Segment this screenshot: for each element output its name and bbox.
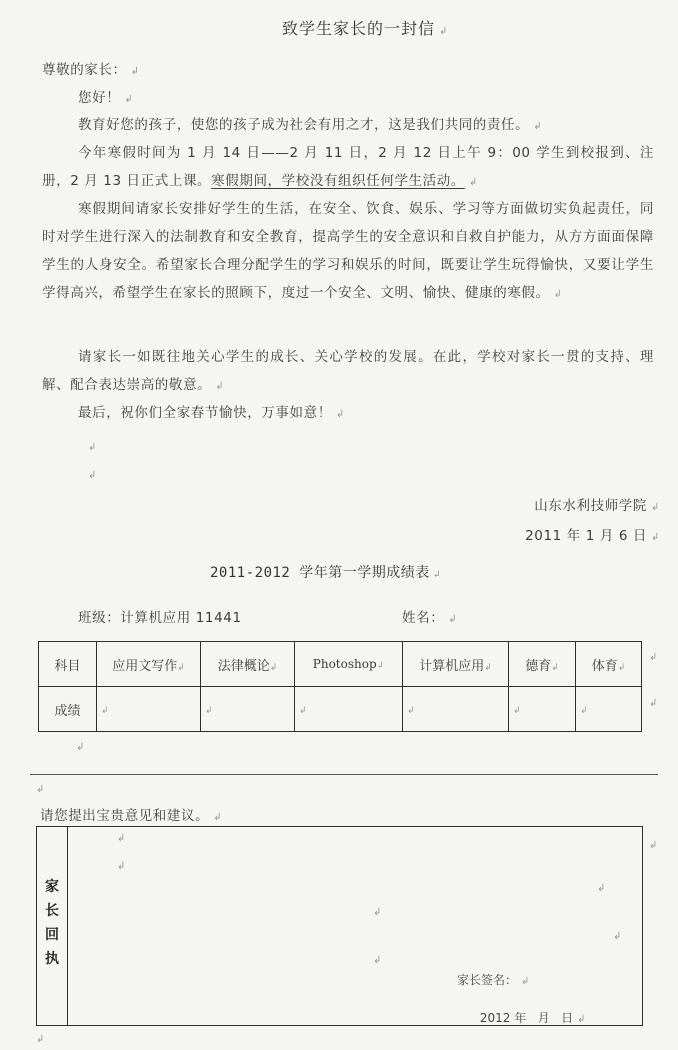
paragraph-mark: ↲ bbox=[88, 442, 97, 453]
score-cell: ↲ bbox=[295, 687, 403, 732]
paragraph-mark: ↲ bbox=[117, 833, 126, 844]
letter-title: 致学生家长的一封信 ↲ bbox=[282, 19, 449, 38]
subject-cell: 计算机应用↲ bbox=[403, 642, 509, 687]
subject-cell: 体育↲ bbox=[576, 642, 642, 687]
table-row bbox=[39, 687, 642, 732]
paragraph-mark: ↲ bbox=[373, 907, 382, 918]
letter-paragraph: 今年寒假时间为 1 月 14 日——2 月 11 日，2 月 12 日上午 9：00 学生到校报到、注册，2 月 13 日正式上课。寒假期间，学校没有组织任何学生活动。 ↲ bbox=[42, 145, 654, 189]
signature-field: 家长签名： ↲ bbox=[457, 973, 530, 987]
letter-paragraph: 请家长一如既往地关心学生的成长、关心学校的发展。在此，学校对家长一贯的支持、理解、配合表达崇高的敬意。 ↲ bbox=[42, 349, 654, 393]
paragraph-mark: ↲ bbox=[36, 784, 45, 795]
school-name: 山东水利技师学院 ↲ bbox=[534, 498, 660, 514]
subject-cell: Photoshop↲ bbox=[295, 642, 403, 687]
paragraph-mark: ↲ bbox=[36, 1034, 45, 1045]
greeting: 您好！ ↲ bbox=[78, 90, 134, 106]
score-cell: ↲ bbox=[97, 687, 201, 732]
parent-reply-label-cell bbox=[37, 827, 68, 1025]
score-cell: ↲ bbox=[576, 687, 642, 732]
divider-line bbox=[30, 774, 658, 775]
score-cell: ↲ bbox=[403, 687, 509, 732]
score-cell: ↲ bbox=[509, 687, 576, 732]
letter-paragraph: 最后，祝你们全家春节愉快，万事如意！ ↲ bbox=[78, 405, 345, 421]
parent-reply-label: 家长回执 bbox=[45, 879, 59, 967]
report-title: 2011-2012 学年第一学期成绩表 ↲ bbox=[210, 565, 441, 581]
score-cell: ↲ bbox=[201, 687, 295, 732]
letter-paragraph: 教育好您的孩子，使您的孩子成为社会有用之才，这是我们共同的责任。 ↲ bbox=[78, 117, 543, 133]
subject-cell: 法律概论↲ bbox=[201, 642, 295, 687]
header-cell: 科目 bbox=[39, 642, 97, 687]
highlight-underline: 寒假期间，学校没有组织任何学生活动。 bbox=[211, 173, 465, 189]
letter-date: 2011 年 1 月 6 日 ↲ bbox=[525, 528, 660, 544]
salutation: 尊敬的家长： ↲ bbox=[42, 62, 140, 78]
feedback-box bbox=[36, 826, 643, 1026]
paragraph-mark: ↲ bbox=[649, 840, 658, 851]
class-label: 班级：计算机应用 11441 bbox=[78, 610, 242, 626]
paragraph-mark: ↲ bbox=[76, 742, 85, 753]
paragraph-mark: ↲ bbox=[649, 698, 658, 709]
student-name-label: 姓名： ↲ bbox=[402, 610, 458, 626]
subject-cell: 德育↲ bbox=[509, 642, 576, 687]
subject-cell: 应用文写作↲ bbox=[97, 642, 201, 687]
letter-paragraph: 寒假期间请家长安排好学生的生活，在安全、饮食、娱乐、学习等方面做切实负起责任，同时对学生进行深入的法制教育和安全教育，提高学生的安全意识和自救自护能力，从方方面面保障学生的人身安全。希望家长合理分配学生的学习和娱乐的时间，既要让学生玩得愉快，又要让学生学得高兴，希望学生在家长的照顾下，度过一个安全、文明、愉快、健康的寒假。 ↲ bbox=[42, 201, 654, 301]
paragraph-mark: ↲ bbox=[117, 861, 126, 872]
feedback-prompt: 请您提出宝贵意见和建议。 ↲ bbox=[40, 808, 223, 824]
paragraph-mark: ↲ bbox=[649, 652, 658, 663]
row-label-cell: 成绩 bbox=[39, 687, 97, 732]
grades-table bbox=[38, 641, 642, 732]
paragraph-mark: ↲ bbox=[88, 470, 97, 481]
paragraph-mark: ↲ bbox=[613, 931, 622, 942]
paragraph-mark: ↲ bbox=[373, 955, 382, 966]
reply-date-field: 2012 年 月 日 ↲ bbox=[479, 1011, 586, 1025]
table-header-row bbox=[39, 642, 642, 687]
paragraph-mark: ↲ bbox=[597, 883, 606, 894]
